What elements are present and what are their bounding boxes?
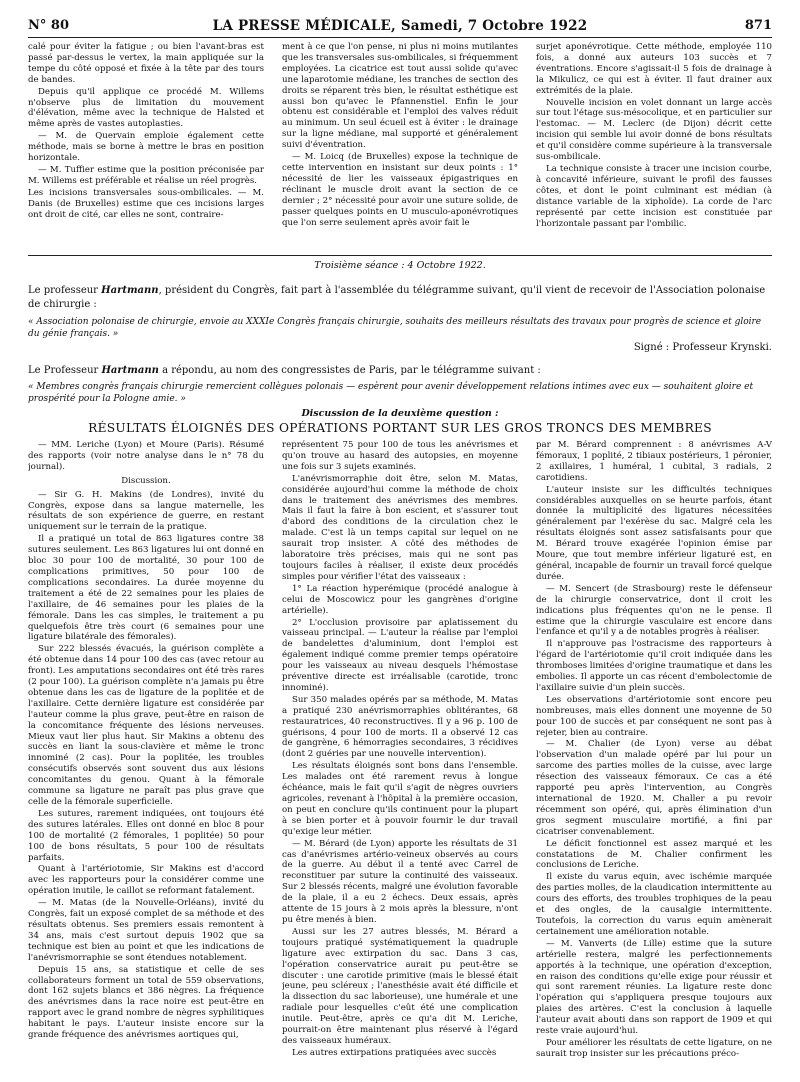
top-column-3 xyxy=(536,42,772,250)
paragraph: représentent 75 pour 100 de tous les anévrismes et qu'on trouve au hasard des autopsies, en moyenne une fois sur 3 sujets examinés. xyxy=(282,440,518,472)
paragraph: Les autres extirpations pratiquées avec succès xyxy=(292,1047,497,1058)
paragraph: Depuis qu'il applique ce procédé M. Willems n'observe plus de limitation du mouvement d'élévation, même avec la technique de Halsted et même après de vastes autoplasties. xyxy=(28,86,264,130)
top-column-1 xyxy=(28,42,264,250)
paragraph: 1° La réaction hyperémique (procédé analogue à celui de Moscowicz pour les gangrènes d'origine artérielle). xyxy=(282,583,518,616)
section-title: RÉSULTATS ÉLOIGNÉS DES OPÉRATIONS PORTANT SUR LES GROS TRONCS DES MEMBRES xyxy=(88,421,712,435)
paragraph: Les incisions transversales sous-ombilicales. — M. Danis (de Bruxelles) estime que ces incisions larges ont droit de cité, car elles ne sont, contraire- xyxy=(28,187,264,220)
telegram-quote-2: « Membres congrès français chirurgie remercient collègues polonais — espèrent pour avenir développement relations intimes avec eux — souhaitent gloire et prospérité pour la Pologne amie. » xyxy=(28,382,754,404)
paragraph: Pour améliorer les résultats de cette ligature, on ne saurait trop insister sur les précautions préco- xyxy=(536,1037,772,1059)
signature: Signé : Professeur Krynski. xyxy=(633,342,772,353)
paragraph: — M. Chalier (de Lyon) verse au débat l'observation d'un malade opéré par lui pour un sarcome des parties molles de la cuisse, avec large résection des vaisseaux fémoraux. Ce cas a été rapporté peu après l'intervention, au Congrès international de 1920. M. Challer a pu revoir récemment son opéré, qui, après élimination d'un gros segment musculaire mortifié, a fini par cicatriser convenablement. xyxy=(536,739,772,837)
paragraph: calé pour éviter la fatigue ; ou bien l'avant-bras est passé par-dessus le vertex, la main appliquée sur la tempe du côté opposé et fixée à la tête par des tours de bandes. xyxy=(28,42,264,85)
top-column-2 xyxy=(282,42,518,250)
announcement-2: Le Professeur Hartmann a répondu, au nom des congressistes de Paris, par le télégramme suivant : xyxy=(28,365,541,376)
paragraph: — Sir G. H. Makins (de Londres), invité du Congrès, expose dans sa langue maternelle, les résultats de son expérience de guerre, en restant uniquement sur le terrain de la pratique. xyxy=(28,489,264,533)
issue-number: N° 80 xyxy=(28,18,69,33)
person-name: Hartmann xyxy=(101,285,159,296)
paragraph: par M. Bérard comprennent : 8 anévrismes A-V fémoraux, 1 poplité, 2 tibiaux postérieurs, 1 péronier, 2 axillaires, 1 huméral, 1 cubital, 3 radials, 2 carotidiens. xyxy=(536,440,772,483)
paragraph: L'anévrismorraphie doit être, selon M. Matas, considérée aujourd'hui comme la méthode de choix dans le traitement des anévrismes des membres. Mais il faut la faire à bon escient, et s'assurer tout d'abord des conditions de la circulation chez le malade. C'est là un temps capital sur lequel on ne saurait trop insister. A côté des méthodes de laboratoire très précises, mais qui ne sont pas toujours faciles à réaliser, il existe deux procédés simples pour vérifier l'état des vaisseaux : xyxy=(282,473,518,582)
paragraph: ment à ce que l'on pense, ni plus ni moins mutilantes que les transversales sus-ombilicales, si fréquemment employées. La cicatrice est tout aussi solide qu'avec une laparotomie médiane, les tranches de section des droits se réparent très bien, le résultat esthétique est aussi bon qu'avec le Pfannenstiel. Enfin le jour obtenu est considérable et l'emploi des valves réduit au minimum. Un seul écueil est à éviter : le drainage sur la ligne médiane, mal supporté et généralement suivi d'éventration. xyxy=(282,42,518,151)
paragraph: — MM. Leriche (Lyon) et Moure (Paris). Résumé des rapports (voir notre analyse dans le n° 78 du journal). xyxy=(28,440,264,472)
bottom-column-1 xyxy=(28,440,264,1072)
page-number: 871 xyxy=(744,18,772,33)
bottom-column-2 xyxy=(282,440,518,1072)
section-rule xyxy=(28,255,772,256)
paragraph: Il a pratiqué un total de 863 ligatures contre 38 sutures seulement. Les 863 ligatures lui ont donné en bloc 30 pour 100 de mortalité, 30 pour 100 de complications primitives, 50 pour 100 de complications secondaires. La durée moyenne du traitement a été de 22 semaines pour les plaies de l'axillaire, de 46 semaines pour les plaies de la fémorale. Dans les cas simples, le traitement a pu quelquefois être très court (6 semaines pour une ligature bilatérale des fémorales). xyxy=(28,534,264,643)
paragraph: Les sutures, rarement indiquées, ont toujours été des sutures latérales. Elles ont donné en bloc 8 pour 100 de mortalité (2 fémorales, 1 poplitée) 50 pour 100 de bons résultats, 5 pour 100 de résultats parfaits. xyxy=(28,808,264,863)
paragraph: — M. Bérard (de Lyon) apporte les résultats de 31 cas d'anévrismes artério-veineux observés au cours de la guerre. Au début il a tenté avec Carrel de reconstituer par suture la continuité des vaisseaux. Sur 2 blessés récents, malgré une évolution favorable de la plaie, il a eu 2 échecs. Deux essais, après attente de 15 jours à 2 mois après la blessure, n'ont pu être menés à bien. xyxy=(282,838,518,925)
paragraph: — M. Matas (de la Nouvelle-Orléans), invité du Congrès, fait un exposé complet de sa méthode et des résultats obtenus. Ses premiers essais remontent à 34 ans, mais c'est surtout depuis 1902 que sa technique est bien au point et que les indications de l'anévrismorraphie se sont étendues notablement. xyxy=(28,898,264,963)
paragraph: — M. Tuffier estime que la position préconisée par M. Willems est préférable et réalise un réel progrès. xyxy=(28,164,264,186)
paragraph: — M. Loicq (de Bruxelles) expose la technique de cette intervention en insistant sur deux points : 1° nécessité de lier les vaisseaux épigastriques en réclinant le muscle droit avant la section de ce dernier ; 2° nécessité pour avoir une suture solide, de passer quelques points en U musculo-aponévrotiques que l'on serre seulement après avoir fait le xyxy=(282,152,518,228)
paragraph: Nouvelle incision en volet donnant un large accès sur tout l'étage sus-mésocolique, et en particulier sur l'estomac. — M. Leclerc (de Dijon) décrit cette incision qui semble lui avoir donné de bons résultats et qu'il considère comme supérieure à la transversale sus-ombilicale. xyxy=(536,97,772,163)
paragraph: L'auteur insiste sur les difficultés techniques considérables auxquelles on se heurte parfois, étant donnée la multiplicité des ligatures nécessitées généralement par l'exérèse du sac. Malgré cela les résultats éloignés sont assez satisfaisants pour que M. Bérard trouve exagérée l'opinion émise par Moure, que tout membre inférieur ligaturé est, en général, incapable de fournir un travail forcé quelque durée. xyxy=(536,484,772,582)
paragraph: Il existe du varus equin, avec ischémie marquée des parties molles, de la claudication intermittente au cours des efforts, des troubles trophiques de la peau et des ongles, de la causalgie intermittente. Toutefois, la correction du varus equin amènerait certainement une amélioration notable. xyxy=(536,872,772,937)
journal-title: LA PRESSE MÉDICALE, Samedi, 7 Octobre 1922 xyxy=(212,18,588,34)
subheading: Discussion. xyxy=(121,475,171,486)
discussion-label: Discussion de la deuxième question : xyxy=(301,408,499,419)
paragraph: — M. Vanverts (de Lille) estime que la suture artérielle restera, malgré les perfectionnements apportés à la technique, une opération d'exception, en raison des conditions qu'elle exige pour réussir et qui sont rarement réunies. La ligature reste donc l'opération qui s'appliquera presque toujours aux plaies des artères. C'est la conclusion à laquelle l'auteur avait abouti dans son rapport de 1909 et qui reste vraie aujourd'hui. xyxy=(536,938,772,1037)
top-columns xyxy=(28,42,772,250)
bottom-columns xyxy=(28,440,772,1072)
paragraph: Sur 222 blessés évacués, la guérison complète a été obtenue dans 14 pour 100 des cas (avec retour au front). Les amputations secondaires ont été très rares (2 pour 100). La guérison complète n'a jamais pu être obtenue dans les cas de ligature de la poplitée et de l'axillaire. Cette dernière ligature est considérée par l'auteur comme la plus grave, peut-être en raison de la concomitance fréquente des lésions nerveuses. Mieux vaut lier plus haut. Sir Makins a obtenu des succès en liant la sous-clavière et même le tronc innominé (2 cas). Pour la poplitée, les troubles consécutifs observés sont souvent dus aux lésions concomitantes du genou. Quant à la fémorale commune sa ligature ne paraît pas plus grave que celle de la fémorale superficielle. xyxy=(28,644,264,807)
paragraph: Quant à l'artériotomie, Sir Makins est d'accord avec les rapporteurs pour la considérer comme une opération inutile, le caillot se reformant fatalement. xyxy=(28,864,264,897)
paragraph: surjet aponévrotique. Cette méthode, employée 110 fois, a donné aux auteurs 103 succès et 7 éventrations. Encore s'agissait-il 5 fois de drainage à la Mikulicz, ce qui est à éviter. Il faut drainer aux extrémités de la plaie. xyxy=(536,42,772,96)
paragraph: Il n'approuve pas l'ostracisme des rapporteurs à l'égard de l'artériotomie qu'il croit indiquée dans les thromboses limitées d'origine traumatique et dans les embolies. Il apporte un cas récent d'embolectomie de l'axillaire suivie d'un plein succès. xyxy=(536,639,772,693)
telegram-quote-1: « Association polonaise de chirurgie, envoie au XXXIe Congrès français chirurgie, souhaits des meilleurs résultats des travaux pour progrès de science et gloire du génie français. » xyxy=(28,317,762,339)
paragraph: 2° L'occlusion provisoire par aplatissement du vaisseau principal. — L'auteur la réalise par l'emploi de bandelettes d'aluminium, dont l'emploi est également indiqué comme premier temps opératoire pour les vaisseaux au niveau desquels l'hémostase préventive directe est irréalisable (carotide, tronc innominé). xyxy=(282,617,518,693)
paragraph: Les résultats éloignés sont bons dans l'ensemble. Les malades ont été rarement revus à longue échéance, mais le fait qu'il s'agit de nègres ouvriers agricoles, revenant à l'hôpital à la première occasion, on peut en conclure qu'ils continuent pour la plupart à se bien porter et à pouvoir fournir le dur travail qu'exige leur métier. xyxy=(282,761,518,837)
page-header xyxy=(28,18,772,38)
announcement-1: Le professeur Hartmann, président du Congrès, fait part à l'assemblée du télégramme suivant, qu'il vient de recevoir de l'Association polonaise de chirurgie : xyxy=(28,285,766,310)
paragraph: Sur 350 malades opérés par sa méthode, M. Matas a pratiqué 230 anévrismorraphies oblitérantes, 68 restauratrices, 40 reconstructives. Il y a 96 p. 100 de guérisons, 4 pour 100 de morts. Il a observé 12 cas de gangrène, 6 hémorragies secondaires, 3 récidives (dont 2 guéries par une nouvelle intervention). xyxy=(282,694,518,760)
header-rule xyxy=(28,37,772,38)
paragraph: Aussi sur les 27 autres blessés, M. Bérard a toujours pratiqué systématiquement la quadruple ligature avec extirpation du sac. Dans 3 cas, l'opération conservatrice aurait pu peut-être se discuter : une carotide primitive (mais le blessé était jeune, peu scléreux ; l'anesthésie avait été difficile et la dissection du sac laborieuse), une humérale et une radiale pour lesquelles c'eût été une complication inutile. Peut-être, après ce qu'a dit M. Leriche, pourrait-on être maintenant plus réservé à l'égard des vaisseaux huméraux. xyxy=(282,926,518,1046)
paragraph: — M. de Quervain emploie également cette méthode, mais se borne à mettre le bras en position horizontale. xyxy=(28,131,264,164)
paragraph: Le déficit fonctionnel est assez marqué et les constatations de M. Chalier confirment les conclusions de Leriche. xyxy=(536,838,772,871)
paragraph: Les observations d'artériotomie sont encore peu nombreuses, mais elles donnent une moyenne de 50 pour 100 de succès et par conséquent ne sont pas à rejeter, bien au contraire. xyxy=(536,694,772,738)
paragraph: Depuis 15 ans, sa statistique et celle de ses collaborateurs forment un total de 559 observations, dont 162 sujets blancs et 386 nègres. La fréquence des anévrismes dans la race noire est peut-être en rapport avec le grand nombre de nègres syphilitiques habitant le pays. L'auteur insiste encore sur la grande fréquence des anévrismes aortiques qui, xyxy=(28,964,264,1041)
person-name: Hartmann xyxy=(101,365,159,376)
paragraph: La technique consiste à tracer une incision courbe, à concavité inférieure, suivant le profil des fausses côtes, et dont le point culminant est médian (à distance variable de la xiphoïde). La corde de l'arc représenté par cette incision est constituée par l'horizontale passant par l'ombilic. xyxy=(536,163,772,229)
paragraph: — M. Sencert (de Strasbourg) reste le défenseur de la chirurgie conservatrice, dont il croit les indications plus fréquentes qu'on ne le pense. Il estime que la chirurgie vasculaire est encore dans l'enfance et qu'il y a de notables progrès à réaliser. xyxy=(536,583,772,638)
seance-date: Troisième séance : 4 Octobre 1922. xyxy=(314,260,486,271)
bottom-column-3 xyxy=(536,440,772,1072)
